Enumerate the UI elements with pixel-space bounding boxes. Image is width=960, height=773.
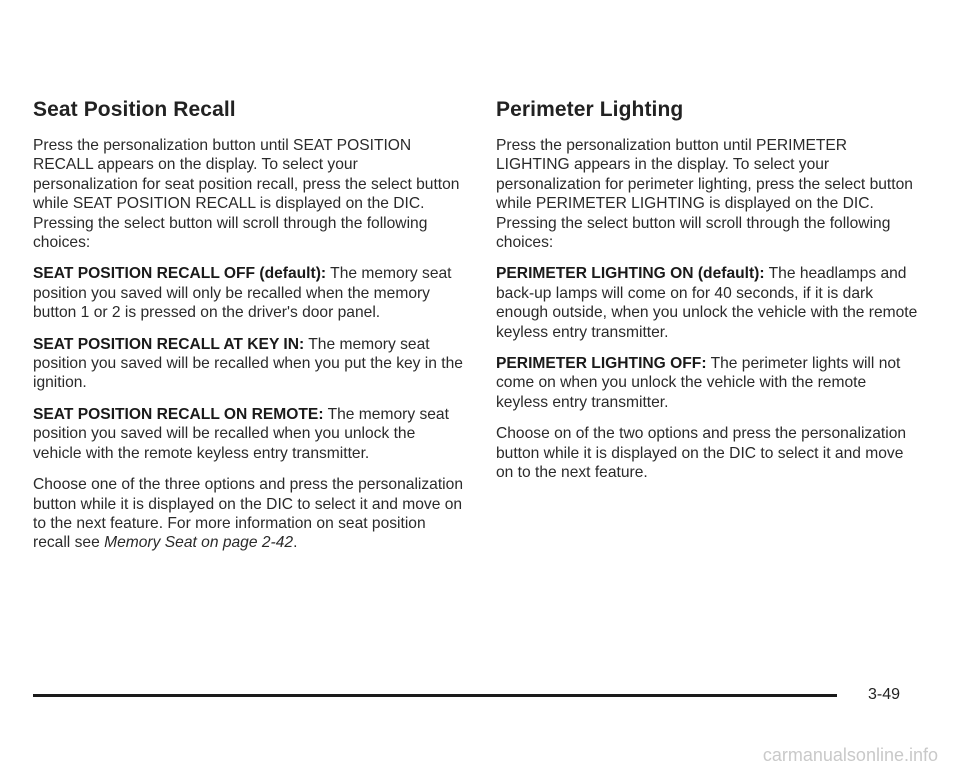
option-paragraph (33, 335, 465, 393)
footer-rule (33, 694, 837, 697)
cross-reference-link[interactable]: Memory Seat on page 2-42 (104, 534, 294, 552)
option-term: PERIMETER LIGHTING OFF: (496, 355, 707, 373)
option-term: SEAT POSITION RECALL ON REMOTE: (33, 405, 324, 423)
section-heading-perimeter-lighting: Perimeter Lighting (496, 98, 684, 121)
closing-paragraph (33, 475, 465, 553)
option-text: The memory seat position you saved will only be recalled when the memory button 1 or 2 is pressed on the driver's door panel. (33, 265, 452, 322)
closing-paragraph: Choose on of the two options and press the personalization button while it is displayed on the DIC to select it and move on to the next feature. (496, 425, 907, 482)
option-term: SEAT POSITION RECALL OFF (default): (33, 265, 327, 283)
option-text: The memory seat position you saved will be recalled when you put the key in the ignition. (33, 335, 463, 392)
option-paragraph (496, 354, 922, 412)
right-column (496, 98, 922, 495)
option-text: The perimeter lights will not come on when you unlock the vehicle with the remote keyless entry transmitter. (496, 355, 901, 411)
watermark: carmanualsonline.info (762, 745, 938, 765)
option-term: PERIMETER LIGHTING ON (default): (496, 265, 765, 283)
option-term: SEAT POSITION RECALL AT KEY IN: (33, 335, 305, 353)
option-paragraph (33, 264, 465, 322)
option-text: The memory seat position you saved will be recalled when you unlock the vehicle with the remote keyless entry transmitter. (33, 405, 449, 462)
closing-punctuation: . (293, 534, 298, 552)
page-number: 3-49 (868, 686, 901, 703)
option-text: The headlamps and back-up lamps will come on for 40 seconds, if it is dark enough outside, when you unlock the vehicle with the remote keyless entry transmitter. (496, 265, 918, 341)
option-paragraph (496, 264, 922, 342)
intro-paragraph: Press the personalization button until PERIMETER LIGHTING appears in the display. To select your personalization for perimeter lighting, press the select button while PERIMETER LIGHTING is displayed on the DIC. Pressing the select button will scroll through the following choices: (496, 137, 913, 252)
section-heading-seat-position-recall: Seat Position Recall (33, 98, 236, 121)
left-column (33, 98, 465, 565)
intro-paragraph: Press the personalization button until SEAT POSITION RECALL appears on the display. To select your personalization for seat position recall, press the select button while SEAT POSITION RECALL is displayed on the DIC. Pressing the select button will scroll through the following choices: (33, 137, 460, 252)
closing-text: Choose one of the three options and press the personalization button while it is displayed on the DIC to select it and move on to the next feature. For more information on seat position recall see (33, 476, 463, 552)
option-paragraph (33, 405, 465, 463)
